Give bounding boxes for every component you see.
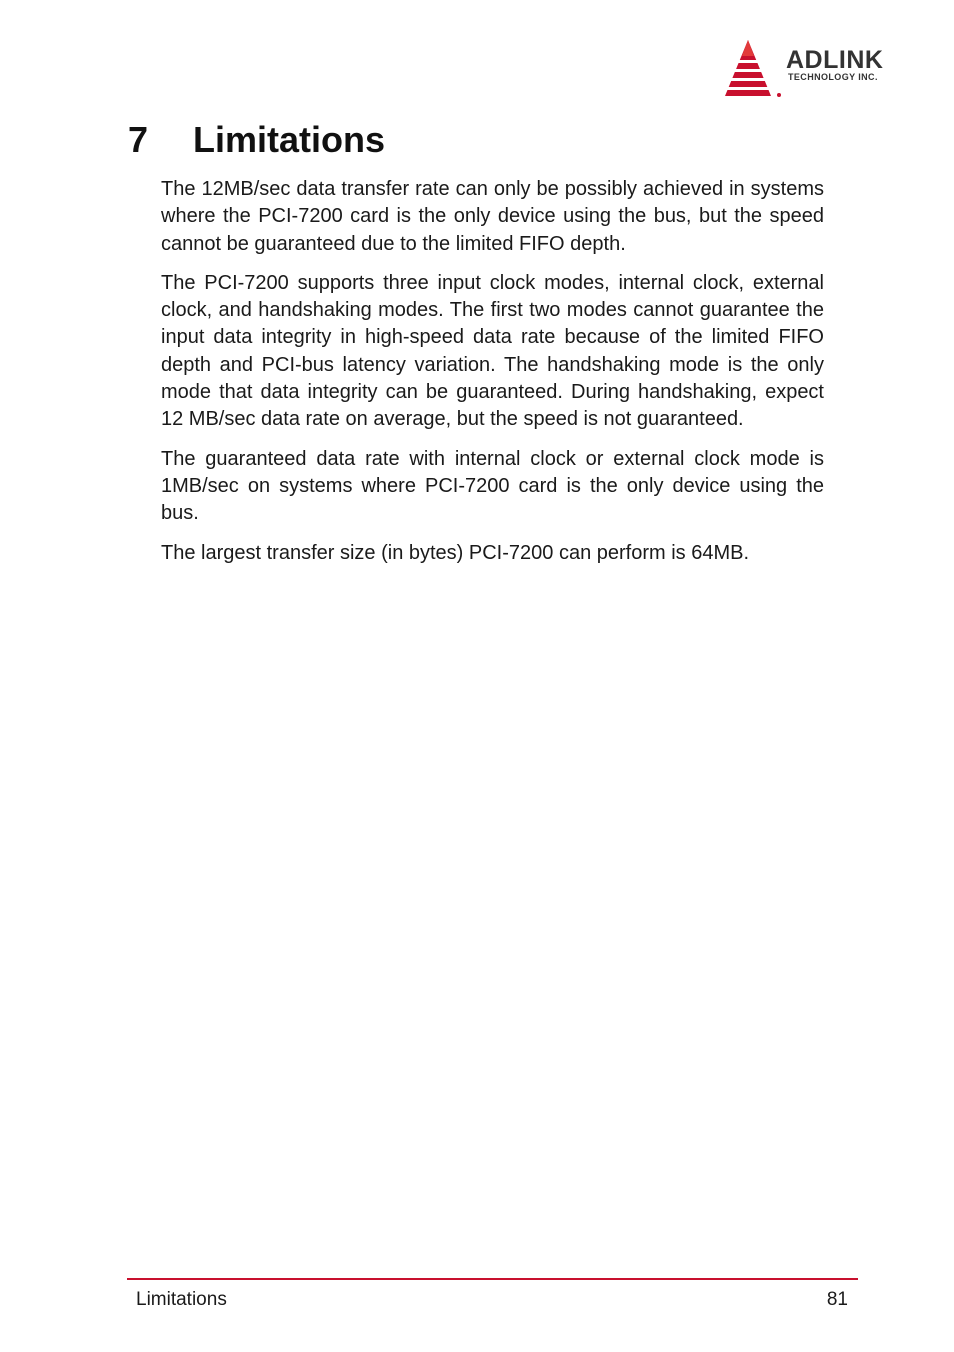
paragraph: The 12MB/sec data transfer rate can only be possibly achieved in systems where the PCI-7200 card is the only device using the bus, but the speed cannot be guaranteed due to the limited FIFO depth.: [161, 178, 824, 255]
page-number: 81: [826, 1289, 848, 1310]
footer-section-title: Limitations: [136, 1289, 227, 1310]
chapter-title: Limitations: [193, 119, 386, 160]
svg-text:ADLINK: ADLINK: [786, 46, 884, 74]
chapter-body: [161, 176, 824, 579]
paragraph: The PCI-7200 supports three input clock modes, internal clock, external clock, and handshaking modes. The first two modes cannot guarantee the input data integrity in high-speed data rate because of the limited FIFO depth and PCI-bus latency variation. The handshaking mode is the only mode that data integrity can be guaranteed. During handshaking, expect 12 MB/sec data rate on average, but the speed is not guaranteed.: [161, 271, 824, 431]
paragraph: The largest transfer size (in bytes) PCI-7200 can perform is 64MB.: [161, 541, 750, 564]
chapter-heading: [128, 118, 385, 162]
chapter-number: 7: [128, 119, 149, 160]
adlink-triangle-logo-icon: [722, 38, 912, 100]
svg-text:TECHNOLOGY INC.: TECHNOLOGY INC.: [788, 72, 878, 82]
footer-divider: [127, 1278, 858, 1280]
adlink-logo: [722, 38, 912, 100]
paragraph: The guaranteed data rate with internal clock or external clock mode is 1MB/sec on systems where PCI-7200 card is the only device using the bus.: [161, 447, 824, 525]
